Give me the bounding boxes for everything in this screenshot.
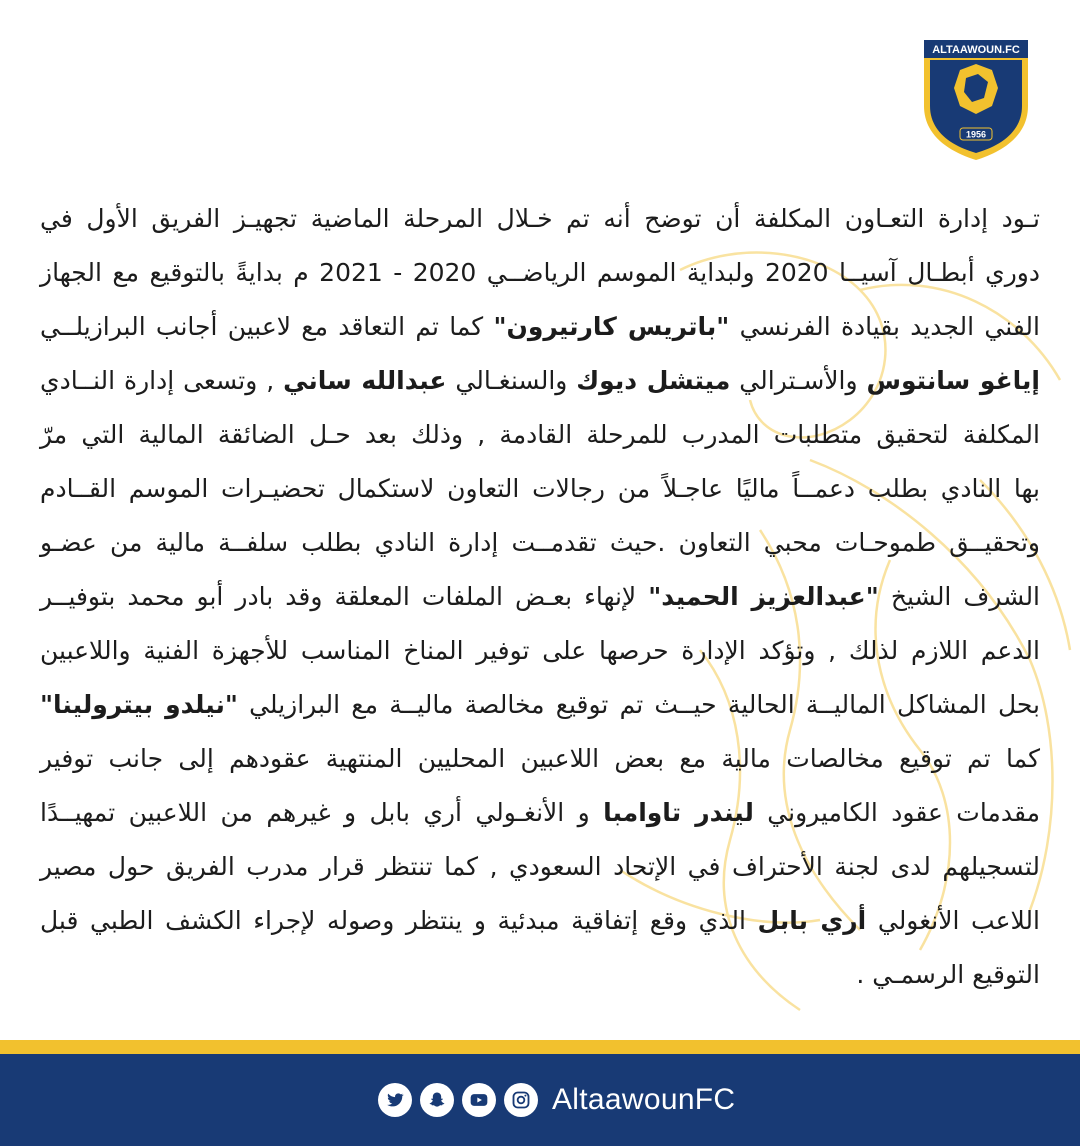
text-segment: الشرف الشيخ — [878, 582, 1041, 611]
club-logo — [920, 36, 1032, 162]
statement-body — [40, 192, 1040, 1002]
bold-name: أري بابل — [757, 906, 867, 935]
text-segment: الفني الجديد بقيادة الفرنسي — [729, 312, 1040, 341]
statement-line — [40, 894, 1040, 948]
text-segment: وتحقيــق طموحـات محبي التعاون .حيث تقدمــت إدارة النادي بطلب سلفــة مالية من عضـو — [40, 528, 1040, 557]
statement-line — [40, 948, 1040, 1002]
statement-line — [40, 192, 1040, 246]
statement-line — [40, 840, 1040, 894]
text-segment: و الأنغـولي أري بابل و غيرهم من اللاعبين تمهيــدًا — [40, 798, 604, 827]
bold-name: "نيلدو بيترولينا" — [40, 690, 238, 719]
statement-line — [40, 246, 1040, 300]
text-segment: , وتسعى إدارة النــادي — [40, 366, 284, 395]
statement-line — [40, 300, 1040, 354]
text-segment: بحل المشاكل الماليــة الحالية حيــث تم توقيع مخالصة ماليــة مع البرازيلي — [237, 690, 1040, 719]
bold-name: ميتشل ديوك — [576, 366, 731, 395]
footer-handle: AltaawounFC — [552, 1083, 736, 1116]
text-segment: والأسـترالي — [730, 366, 867, 395]
social-handle-group — [378, 1083, 735, 1117]
statement-line — [40, 732, 1040, 786]
statement-line — [40, 354, 1040, 408]
text-segment: لإنهاء بعـض الملفات المعلقة وقد بادر أبو محمد بتوفيــر — [40, 582, 649, 611]
text-segment: كما تم توقيع مخالصات مالية مع بعض اللاعبين المحليين المنتهية عقودهم إلى جانب توفير — [40, 744, 1040, 773]
statement-line — [40, 408, 1040, 462]
text-segment: مقدمات عقود الكاميروني — [753, 798, 1040, 827]
text-segment: التوقيع الرسمـي . — [856, 960, 1040, 989]
bold-name: عبدالله ساني — [283, 366, 447, 395]
snapchat-icon[interactable] — [420, 1083, 454, 1117]
footer-stripe — [0, 1040, 1080, 1054]
text-segment: اللاعب الأنغولي — [866, 906, 1040, 935]
bold-name: إياغو سانتوس — [866, 366, 1041, 395]
statement-line — [40, 570, 1040, 624]
text-segment: تـود إدارة التعـاون المكلفة أن توضح أنه تم خـلال المرحلة الماضية تجهيـز الفريق الأول في — [40, 204, 1040, 233]
instagram-icon[interactable] — [504, 1083, 538, 1117]
text-segment: الذي وقع إتفاقية مبدئية و ينتظر وصوله لإجراء الكشف الطبي قبل — [40, 906, 758, 935]
statement-line — [40, 462, 1040, 516]
youtube-icon[interactable] — [462, 1083, 496, 1117]
text-segment: لتسجيلهم لدى لجنة الأحتراف في الإتحاد السعودي , كما تنتظر قرار مدرب الفريق حول مصير — [40, 852, 1040, 881]
text-segment: بها النادي بطلب دعمــاً ماليًا عاجـلاً من رجالات التعاون لاستكمال تحضيـرات الموسم القــادم — [40, 474, 1040, 503]
statement-line — [40, 678, 1040, 732]
text-segment: دوري أبطـال آسيــا 2020 ولبداية الموسم الرياضــي 2020 - 2021 م بدايةً بالتوقيع مع الجهاز — [40, 258, 1040, 287]
bold-name: ليندر تاوامبا — [603, 798, 754, 827]
text-segment: كما تم التعاقد مع لاعبين أجانب البرازيلــي — [40, 312, 494, 341]
statement-line — [40, 516, 1040, 570]
text-segment: المكلفة لتحقيق متطلبات المدرب للمرحلة القادمة , وذلك بعد حـل الضائقة المالية التي مرّ — [40, 420, 1040, 449]
logo-name-text: ALTAAWOUN.FC — [932, 44, 1020, 56]
logo-year-text: 1956 — [965, 129, 987, 140]
statement-line — [40, 786, 1040, 840]
bold-name: "عبدالعزيز الحميد" — [648, 582, 879, 611]
bold-name: "باتريس كارتيرون" — [493, 312, 730, 341]
text-segment: والسنغـالي — [446, 366, 577, 395]
text-segment: الدعم اللازم لذلك , وتؤكد الإدارة حرصها على توفير المناخ المناسب للأجهزة الفنية واللاعبين — [40, 636, 1040, 665]
statement-line — [40, 624, 1040, 678]
twitter-icon[interactable] — [378, 1083, 412, 1117]
